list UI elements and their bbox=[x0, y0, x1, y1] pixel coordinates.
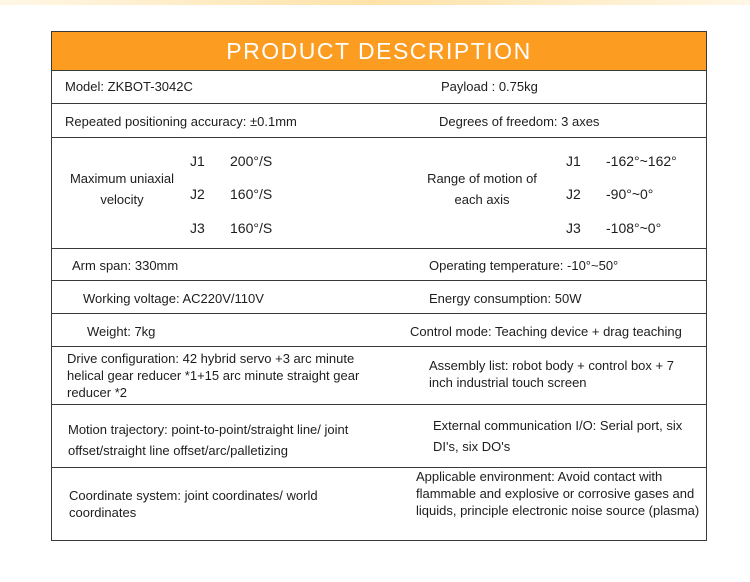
spec-row-drive bbox=[52, 346, 706, 404]
energy-text: Energy consumption: 50W bbox=[429, 291, 582, 306]
arm-span-text: Arm span: 330mm bbox=[72, 258, 179, 273]
spec-row-voltage bbox=[52, 280, 706, 313]
spec-row-model bbox=[52, 70, 706, 103]
applicable-environment-text: Applicable environment: Avoid contact with flammable and explosive or corrosive gases and liquids, principle electronic noise source (plasma) bbox=[416, 469, 700, 518]
range-joint-2: J2 bbox=[566, 186, 581, 202]
model-text: Model: ZKBOT-3042C bbox=[65, 79, 193, 94]
velocity-joint-1: J1 bbox=[190, 153, 205, 169]
control-mode-text: Control mode: Teaching device + drag teaching bbox=[410, 324, 682, 339]
range-label: Range of motion of each axis bbox=[427, 171, 537, 207]
range-joint-3: J3 bbox=[566, 220, 581, 236]
velocity-value-1: 200°/S bbox=[230, 153, 273, 169]
top-decorative-band bbox=[0, 0, 750, 5]
drive-configuration-text: Drive configuration: 42 hybrid servo +3 arc minute helical gear reducer *1+15 arc minute straight gear reducer *2 bbox=[67, 351, 360, 400]
range-value-2: -90°~0° bbox=[606, 186, 654, 202]
spec-row-accuracy bbox=[52, 103, 706, 137]
operating-temperature-text: Operating temperature: -10°~50° bbox=[429, 258, 619, 273]
spec-row-weight bbox=[52, 313, 706, 346]
spec-row-trajectory bbox=[52, 404, 706, 467]
coordinate-system-text: Coordinate system: joint coordinates/ world coordinates bbox=[69, 488, 318, 520]
assembly-list-text: Assembly list: robot body + control box + 7 inch industrial touch screen bbox=[429, 358, 674, 390]
accuracy-text: Repeated positioning accuracy: ±0.1mm bbox=[65, 114, 297, 129]
dof-text: Degrees of freedom: 3 axes bbox=[439, 114, 600, 129]
voltage-text: Working voltage: AC220V/110V bbox=[83, 291, 264, 306]
motion-trajectory-text: Motion trajectory: point-to-point/straight line/ joint offset/straight line offset/arc/palletizing bbox=[68, 422, 349, 458]
velocity-value-2: 160°/S bbox=[230, 186, 273, 202]
spec-row-velocity-range bbox=[52, 137, 706, 248]
payload-text: Payload : 0.75kg bbox=[441, 79, 538, 94]
section-title: PRODUCT DESCRIPTION bbox=[52, 32, 706, 70]
velocity-label: Maximum uniaxial velocity bbox=[69, 171, 175, 207]
weight-text: Weight: 7kg bbox=[87, 324, 156, 339]
spec-row-coordinates bbox=[52, 467, 706, 541]
spec-row-arm-span bbox=[52, 248, 706, 280]
velocity-value-3: 160°/S bbox=[230, 220, 273, 236]
product-spec-table bbox=[51, 31, 707, 541]
external-communication-text: External communication I/O: Serial port, six DI's, six DO's bbox=[433, 418, 683, 454]
range-value-3: -108°~0° bbox=[606, 220, 662, 236]
range-joint-1: J1 bbox=[566, 153, 581, 169]
velocity-joint-3: J3 bbox=[190, 220, 205, 236]
range-value-1: -162°~162° bbox=[606, 153, 677, 169]
velocity-joint-2: J2 bbox=[190, 186, 205, 202]
